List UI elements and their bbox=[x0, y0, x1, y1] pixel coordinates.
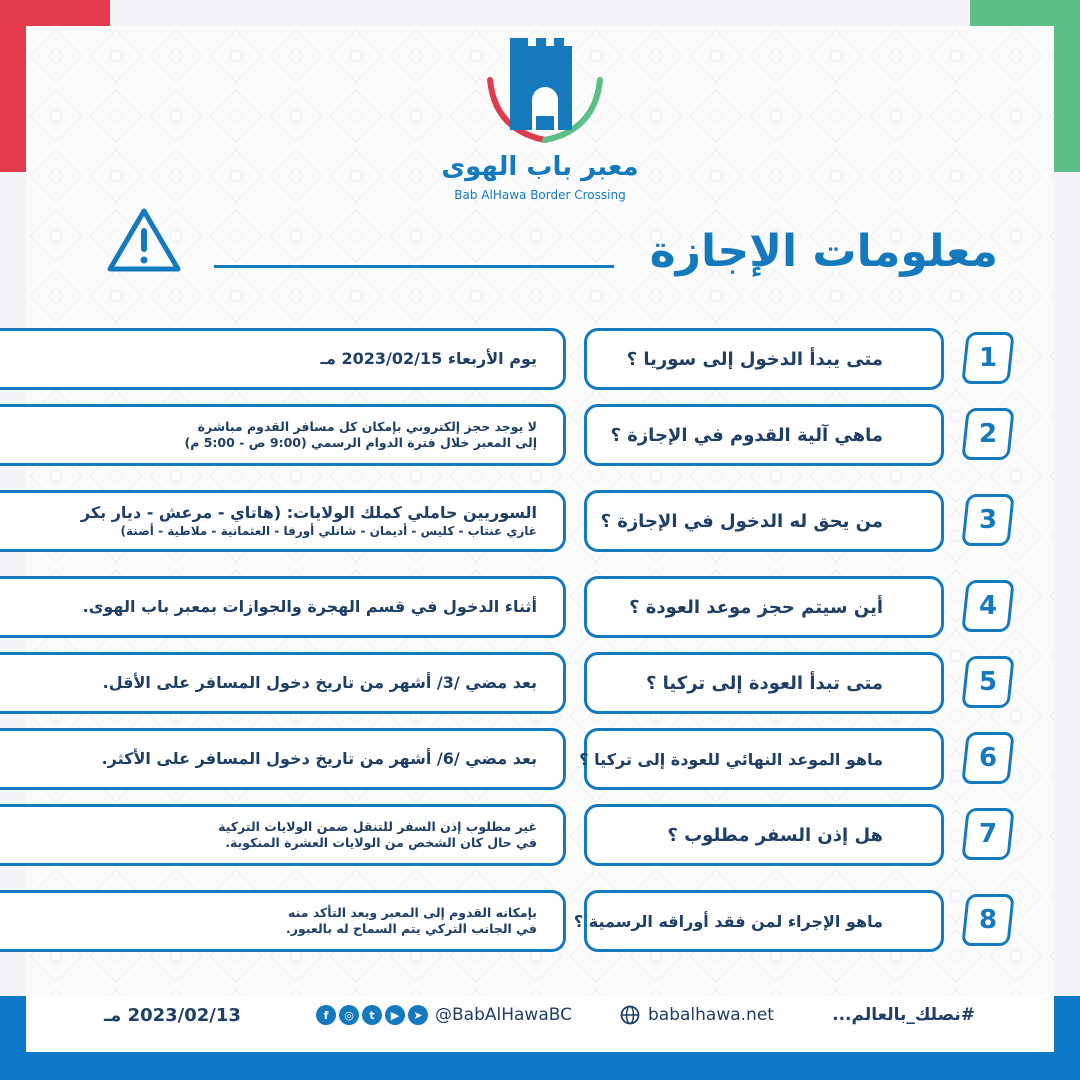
question-number: 2 bbox=[961, 408, 1014, 460]
question-box: ماهي آلية القدوم في الإجازة ؟ bbox=[584, 404, 944, 466]
youtube-icon[interactable]: ▶ bbox=[385, 1005, 405, 1025]
answer-box bbox=[0, 890, 566, 952]
facebook-icon[interactable]: f bbox=[316, 1005, 336, 1025]
question-box: أين سيتم حجز موعد العودة ؟ bbox=[584, 576, 944, 638]
faq-row-2 bbox=[0, 404, 1080, 468]
warning-icon bbox=[106, 206, 182, 274]
answer-line: في الجانب التركي يتم السماح له بالعبور. bbox=[286, 921, 537, 936]
answer-line: بعد مضي /6/ أشهر من تاريخ دخول المسافر على الأكثر. bbox=[101, 748, 537, 768]
answer-line: إلى المعبر خلال فترة الدوام الرسمي (9:00 ص - 5:00 م) bbox=[184, 435, 537, 450]
answer-line: لا يوجد حجز إلكتروني بإمكان كل مسافر القدوم مباشرة bbox=[197, 418, 537, 434]
answer-box bbox=[0, 404, 566, 466]
faq-row-5 bbox=[0, 652, 1080, 716]
globe-icon bbox=[620, 1005, 640, 1025]
faq-row-4 bbox=[0, 576, 1080, 640]
question-box: متى تبدأ العودة إلى تركيا ؟ bbox=[584, 652, 944, 714]
answer-box bbox=[0, 328, 566, 390]
footer-date: 2023/02/13 مـ bbox=[104, 1004, 241, 1026]
answer-line: في حال كان الشخص من الولايات العشرة المنكوبة. bbox=[225, 835, 537, 850]
question-box: هل إذن السفر مطلوب ؟ bbox=[584, 804, 944, 866]
faq-row-3 bbox=[0, 490, 1080, 554]
answer-box bbox=[0, 576, 566, 638]
faq-row-1 bbox=[0, 328, 1080, 392]
answer-box bbox=[0, 652, 566, 714]
answer-line: السوريين حاملي كملك الولايات: (هاتاي - مرعش - ديار بكر bbox=[80, 502, 537, 522]
page-title: معلومات الإجازة bbox=[649, 226, 998, 277]
answer-line: غير مطلوب إذن السفر للتنقل ضمن الولايات التركية bbox=[218, 818, 537, 834]
answer-line: بعد مضي /3/ أشهر من تاريخ دخول المسافر على الأقل. bbox=[102, 672, 537, 692]
social-handle: @BabAlHawaBC bbox=[435, 1005, 572, 1025]
question-number: 6 bbox=[961, 732, 1014, 784]
question-number: 5 bbox=[961, 656, 1014, 708]
question-box: ماهو الإجراء لمن فقد أوراقه الرسمية ؟ bbox=[584, 890, 944, 952]
faq-row-8 bbox=[0, 890, 1080, 954]
question-number: 7 bbox=[961, 808, 1014, 860]
question-box: متى يبدأ الدخول إلى سوريا ؟ bbox=[584, 328, 944, 390]
answer-line: بإمكانه القدوم إلى المعبر وبعد التأكد منه bbox=[288, 904, 537, 920]
title-underline bbox=[214, 265, 614, 268]
logo-arabic-name: معبر باب الهوى bbox=[441, 152, 639, 182]
answer-box bbox=[0, 490, 566, 552]
faq-row-7 bbox=[0, 804, 1080, 868]
answer-line: أثناء الدخول في قسم الهجرة والجوازات بمعبر باب الهوى. bbox=[82, 596, 537, 616]
logo-english-name: Bab AlHawa Border Crossing bbox=[454, 188, 626, 202]
answer-line: يوم الأربعاء 2023/02/15 مـ bbox=[320, 348, 537, 368]
footer-website[interactable] bbox=[620, 1000, 774, 1030]
question-number: 4 bbox=[961, 580, 1014, 632]
answer-line: غازي عنتاب - كليس - أديمان - شانلي أورفا - العثمانية - ملاطية - أضنة) bbox=[120, 523, 537, 538]
question-box: ماهو الموعد النهائي للعودة إلى تركيا ؟ bbox=[584, 728, 944, 790]
telegram-icon[interactable]: ➤ bbox=[408, 1005, 428, 1025]
question-number: 3 bbox=[961, 494, 1014, 546]
footer-hashtag[interactable]: #نصلك_بالعالم... bbox=[832, 1005, 975, 1025]
answer-box bbox=[0, 728, 566, 790]
question-number: 8 bbox=[961, 894, 1014, 946]
bab-alhawa-logo-icon bbox=[480, 30, 610, 150]
faq-row-6 bbox=[0, 728, 1080, 792]
instagram-icon[interactable]: ◎ bbox=[339, 1005, 359, 1025]
question-box: من يحق له الدخول في الإجازة ؟ bbox=[584, 490, 944, 552]
question-number: 1 bbox=[961, 332, 1014, 384]
answer-box bbox=[0, 804, 566, 866]
twitter-icon[interactable]: t bbox=[362, 1005, 382, 1025]
website-text: babalhawa.net bbox=[648, 1005, 774, 1025]
footer-social[interactable] bbox=[316, 1000, 572, 1030]
